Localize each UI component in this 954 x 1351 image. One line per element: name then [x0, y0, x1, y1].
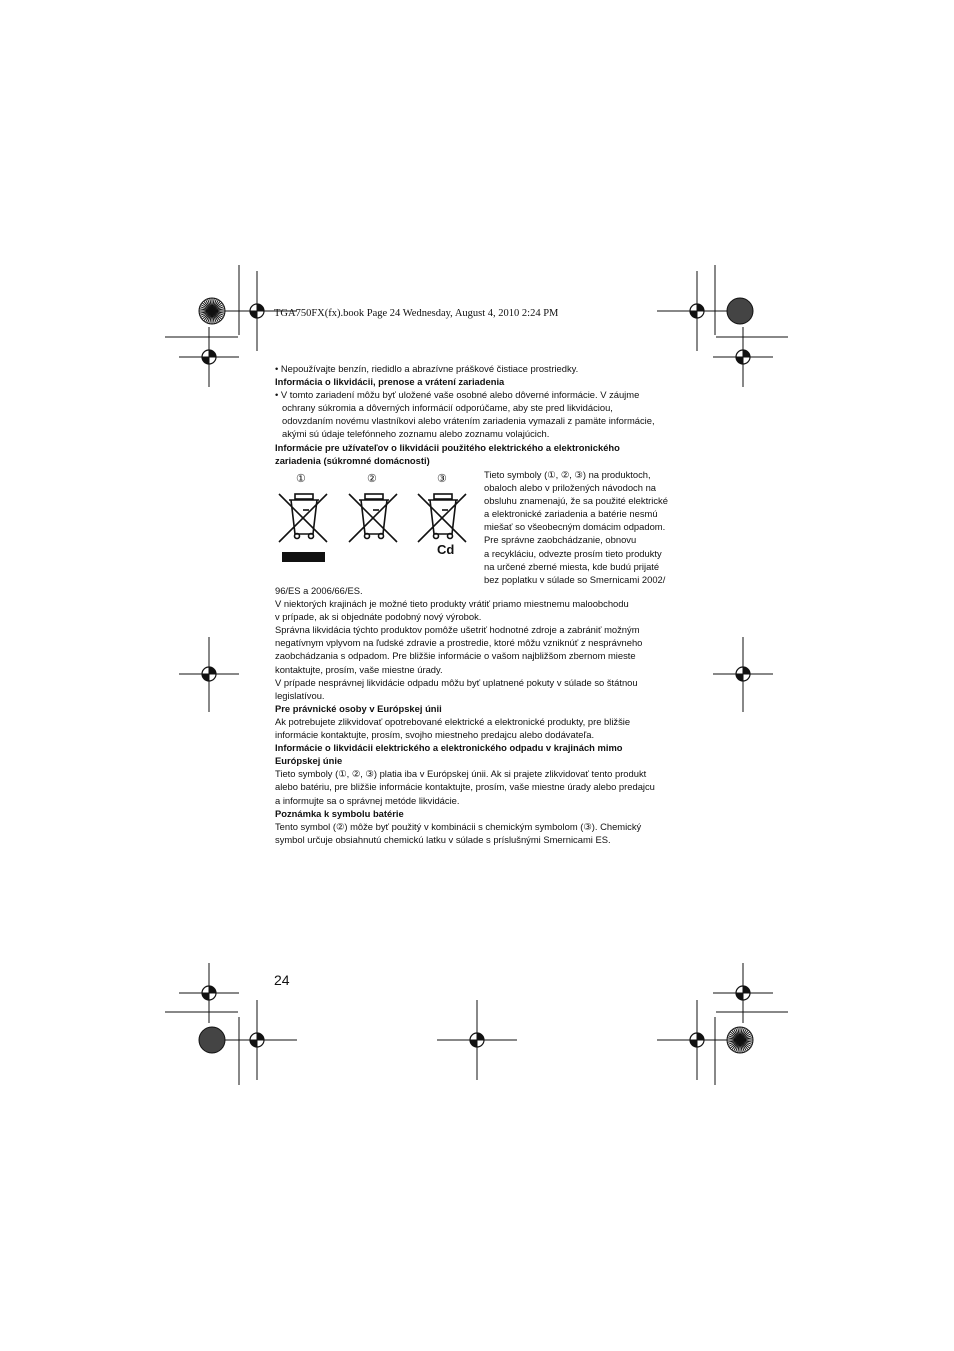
- symbol-label-1: ①: [296, 473, 306, 485]
- text-line: kontaktujte, prosím, vaše miestne úrady.: [275, 663, 443, 675]
- text-line: Správna likvidácia týchto produktov pomôže ušetriť hodnotné zdroje a zabrániť možným: [275, 624, 640, 636]
- symbols-description: [484, 468, 686, 586]
- text-line: Tieto symboly (①, ②, ③) na produktoch,: [484, 469, 651, 480]
- section-heading: Informácia o likvidácii, prenose a vrátení zariadenia: [275, 376, 505, 388]
- text-line: a informujte sa o správnej metóde likvidácie.: [275, 794, 460, 806]
- text-line: odovzdaním novému vlastníkovi alebo vrátením zariadenia vymazali z pamäte informácie,: [282, 415, 655, 427]
- symbol-label-3: ③: [437, 473, 447, 485]
- text-line: symbol určuje obsiahnutú chemickú latku v súlade s príslušnými Smernicami ES.: [275, 833, 611, 845]
- text-line: a recykláciu, odvezte prosím tieto produkty: [484, 547, 662, 559]
- text-line: V niektorých krajinách je možné tieto produkty vrátiť priamo miestnemu maloobchodu: [275, 598, 629, 610]
- text-line: 96/ES a 2006/66/ES.: [275, 585, 363, 596]
- text-line: ochrany súkromia a dôverných informácií odporúčame, aby ste pred likvidáciou,: [282, 402, 613, 414]
- crossed-bin-icon: [275, 488, 335, 568]
- symbol-label-2: ②: [367, 473, 377, 485]
- page-number: 24: [274, 972, 290, 988]
- top-text-block: [275, 362, 685, 467]
- crossed-bin-icon: [414, 488, 474, 548]
- text-line: Pre správne zaobchádzanie, obnovu: [484, 534, 637, 546]
- text-line: obaloch alebo v priložených návodoch na: [484, 482, 656, 494]
- text-line: bez poplatku v súlade so Smernicami 2002/: [484, 573, 666, 585]
- text-line: obsluhu znamenajú, že sa použité elektrické: [484, 495, 668, 507]
- text-line: zaobchádzania s odpadom. Pre bližšie informácie o vašom najbližšom zbernom mieste: [275, 650, 636, 662]
- text-line: Tieto symboly (①, ②, ③) platia iba v Európskej únii. Ak si prajete zlikvidovať tento produkt: [275, 768, 647, 780]
- text-line: miešať so všeobecným domácim odpadom.: [484, 521, 666, 533]
- text-line: • Nepoužívajte benzín, riedidlo a abrazívne práškové čistiace prostriedky.: [275, 363, 579, 374]
- cd-chemical-symbol: Cd: [437, 542, 455, 557]
- text-line: v prípade, ak si objednáte podobný nový výrobok.: [275, 611, 482, 623]
- text-line: • V tomto zariadení môžu byť uložené vaše osobné alebo dôverné informácie. V záujme: [275, 389, 640, 401]
- section-heading: Pre právnické osoby v Európskej únii: [275, 702, 442, 714]
- section-heading: Poznámka k symbolu batérie: [275, 807, 404, 819]
- text-line: na určené zberné miesta, kde budú prijaté: [484, 560, 660, 572]
- book-header: TGA750FX(fx).book Page 24 Wednesday, August 4, 2010 2:24 PM: [274, 308, 559, 319]
- text-line: Tento symbol (②) môže byť použitý v kombinácii s chemickým symbolom (③). Chemický: [275, 820, 642, 832]
- crossed-bin-icon: [345, 488, 405, 548]
- section-heading: Informácie o likvidácii elektrického a elektronického odpadu v krajinách mimo: [275, 742, 623, 754]
- text-line: akými sú údaje telefónneho zoznamu alebo zoznamu volajúcich.: [282, 428, 550, 440]
- text-line: alebo batériu, pre bližšie informácie kontaktujte, prosím, vaše miestne úrady alebo predajcu: [275, 781, 655, 793]
- text-line: legislatívou.: [275, 689, 325, 701]
- text-line: negatívnym vplyvom na ľudské zdravie a prostredie, ktoré môžu vzniknúť z nesprávneho: [275, 637, 643, 649]
- text-line: Ak potrebujete zlikvidovať opotrebované elektrické a elektronické produkty, pre bližšie: [275, 715, 631, 727]
- text-line: V prípade nesprávnej likvidácie odpadu môžu byť uplatnené pokuty v súlade so štátnou: [275, 676, 638, 688]
- section-heading: zariadenia (súkromné domácnosti): [275, 454, 430, 466]
- text-line: informácie kontaktujte, prosím, svojho miestneho predajcu alebo dodávateľa.: [275, 729, 595, 741]
- section-heading: Informácie pre užívateľov o likvidácii použitého elektrického a elektronického: [275, 441, 620, 453]
- text-line: a elektronické zariadenia a batérie nesmú: [484, 508, 658, 520]
- section-heading: Európskej únie: [275, 755, 343, 767]
- bottom-text-block: [275, 584, 685, 846]
